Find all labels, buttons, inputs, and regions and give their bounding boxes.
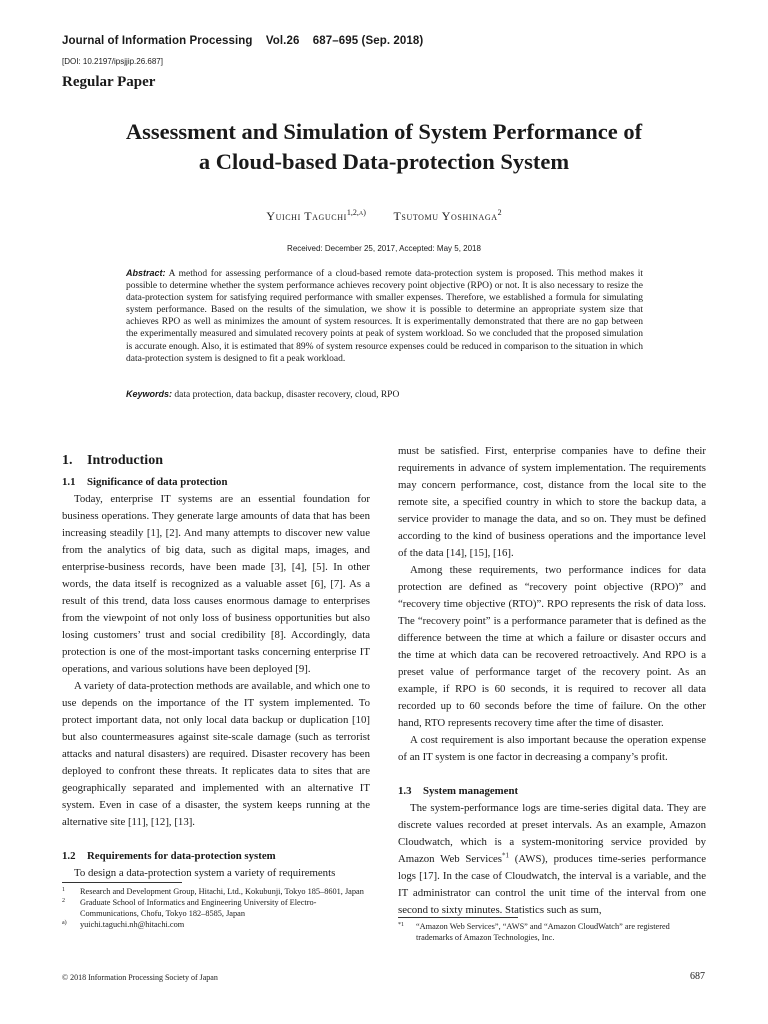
- footnote: [398, 921, 706, 943]
- paragraph: A variety of data-protection methods are available, and which one to use depends on the importance of the IT system implemented. To protect important data, not only local data backup or duplication [10] but also countermeasures against site-scale damage (such as terrorist attacks and natural disasters) are required. Disaster recovery has been deployed to confront these threats. It replicates data to sites that are geographically separated and implemented with an alternative IT system. Even in case of a disaster, the system keeps running at the alternative site [11], [12], [13].: [62, 680, 370, 828]
- paragraph: Among these requirements, two performance indices for data protection are defined as “recovery point objective (RPO)” and “recovery time objective (RTO)”. RPO represents the risk of data loss. The “recovery point” is a performance parameter that is defined as the difference between the time at which a failure or disaster occurs and the time at which data can be recovered retroactively. And RPO is a preset value of performance target of the recovery point. As an example, if RPO is 60 seconds, it is required to recover all data recorded up to 60 seconds before the time of failure. On the other hand, RTO represents recovery time after the time of disaster.: [398, 564, 706, 729]
- author-2: [393, 209, 501, 223]
- footnote-mark: 1: [62, 887, 65, 893]
- abstract: [126, 267, 643, 365]
- section-heading-introduction: [62, 451, 370, 471]
- left-column: [62, 451, 370, 882]
- keywords-text: data protection, data backup, disaster recovery, cloud, RPO: [174, 390, 400, 400]
- author-name: Tsutomu Yoshinaga: [393, 209, 498, 223]
- footnote: [62, 886, 370, 897]
- subsection-heading-1-2: [62, 848, 370, 865]
- paragraph-text: The system-performance logs are time-series digital data. They are discrete values recorded at preset intervals. As an example, Amazon Cloudwatch, which is a system-monitoring service provided by Amazon Web Services: [398, 802, 706, 865]
- article-type: Regular Paper: [62, 74, 156, 90]
- subsection-number: 1.3: [398, 785, 412, 797]
- footnote-text: “Amazon Web Services”, “AWS” and “Amazon CloudWatch” are registered trademarks of Amazon Technologies, Inc.: [416, 922, 670, 942]
- journal-header: [62, 35, 433, 47]
- subsection-title: System management: [423, 785, 519, 797]
- footnote-text: Graduate School of Informatics and Engineering University of Electro-Communications, Chofu, Tokyo 182–8585, Japan: [80, 898, 317, 918]
- journal-name: Journal of Information Processing: [62, 35, 253, 47]
- subsection-title: Significance of data protection: [87, 476, 228, 488]
- copyright-notice: © 2018 Information Processing Society of Japan: [62, 973, 218, 982]
- paragraph: A cost requirement is also important because the operation expense of an IT system is one factor in decreasing a company’s profit.: [398, 734, 706, 763]
- subsection-number: 1.2: [62, 850, 76, 862]
- footnote-mark: 2: [62, 898, 65, 904]
- paragraph-text: (AWS), produces time-series performance logs [17]. In the case of Cloudwatch, the interval is a variable, and the IT administrator can control the unit time of the interval from one second to sixty minutes. Statistics such as sum,: [398, 853, 706, 916]
- abstract-text: A method for assessing performance of a cloud-based remote data-protection system is proposed. This method makes it possible to determine whether the system performance achieves recovery point objective (RPO) or not. It is also necessary to resize the data-protection system for satisfying required performance with smaller expenses. Therefore, we established a formula for simulating system performance. Based on the results of the simulation, we show it is possible to determine an appropriate system size that achieves RPO as well as minimizes the amount of system resources. It is experimentally demonstrated that there are no gap between the experimentally measured and simulated recovery points at peak of system workload. So we concluded that the proposed simulation is accurate enough. Also, it is estimated that 89% of system resource expenses could be reduced in comparison to the situation in which data-protection system is designed to fit a peak workload.: [126, 269, 643, 364]
- doi-link[interactable]: [DOI: 10.2197/ipsjjip.26.687]: [62, 57, 163, 66]
- author-affiliation-mark: 1,2,a): [346, 208, 366, 217]
- subsection-number: 1.1: [62, 476, 76, 488]
- footnote-mark: *1: [398, 922, 404, 928]
- subsection-title: Requirements for data-protection system: [87, 850, 276, 862]
- title-line-1: Assessment and Simulation of System Performance of: [125, 119, 643, 144]
- section-number: 1.: [62, 453, 73, 468]
- author-list: [0, 208, 768, 224]
- footnote-text: Research and Development Group, Hitachi, Ltd., Kokubunji, Tokyo 185–8601, Japan: [80, 887, 364, 896]
- footnote-mark: a): [62, 920, 67, 926]
- abstract-label: Abstract:: [126, 268, 166, 278]
- paragraph: [398, 800, 706, 919]
- paper-title: [40, 117, 728, 177]
- author-affiliation-mark: 2: [497, 208, 502, 217]
- section-title: Introduction: [87, 453, 163, 468]
- footnote-divider: [398, 917, 518, 918]
- paragraph: must be satisfied. First, enterprise companies have to define their requirements in advance of system implementation. The requirements may concern performance, cost, distance from the local site to the remote site, a specified country in which to store the backup data, a service provider to manage the data, and so on. They must be defined according to the kind of business operations and the importance level of the data [14], [15], [16].: [398, 445, 706, 559]
- journal-volume: Vol.26: [265, 35, 300, 47]
- keywords-label: Keywords:: [126, 389, 173, 399]
- footnote: [62, 919, 370, 930]
- journal-pages: 687–695 (Sep. 2018): [312, 35, 424, 47]
- subsection-heading-1-1: [62, 474, 370, 491]
- title-line-2: a Cloud-based Data-protection System: [198, 149, 570, 174]
- footnotes-left: [62, 886, 370, 930]
- right-column: [398, 443, 706, 919]
- footnote-reference[interactable]: *1: [502, 851, 510, 860]
- author-name: Yuichi Taguchi: [266, 209, 347, 223]
- paragraph: Today, enterprise IT systems are an essential foundation for business operations. They generate large amounts of data that has been increasing steadily [1], [2]. And many attempts to discover new value from the analytics of big data, such as digital maps, images, and enterprise-business records, have been made [3], [4], [5]. In other words, the data itself is recognized as a valuable asset [6], [7]. As a result of this trend, data loss causes enormous damage to enterprises from the viewpoint of not only loss of business opportunities but also losing customers’ trust and social credibility [8]. Accordingly, data protection is one of the most-important tasks concerning enterprise IT operations, and various solutions have been deployed [9].: [62, 493, 370, 675]
- footnote-divider: [62, 882, 182, 883]
- received-dates: Received: December 25, 2017, Accepted: May 5, 2018: [287, 244, 481, 253]
- keywords: [126, 389, 643, 400]
- footnote-email[interactable]: yuichi.taguchi.nh@hitachi.com: [80, 920, 185, 929]
- paragraph: To design a data-protection system a variety of requirements: [74, 867, 336, 879]
- subsection-heading-1-3: [398, 783, 706, 800]
- footnotes-right: [398, 921, 706, 943]
- author-1: [266, 209, 366, 223]
- page-number: 687: [690, 971, 705, 982]
- footnote: [62, 897, 370, 919]
